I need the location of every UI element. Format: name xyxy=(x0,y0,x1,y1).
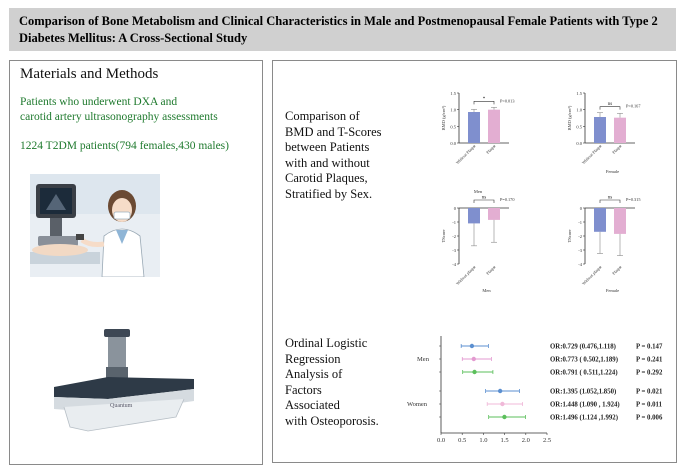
men-tscore-ytick-label: -2 xyxy=(452,234,456,239)
men-tscore-chart xyxy=(441,189,514,293)
forest-xtick-label: 1.5 xyxy=(500,437,509,444)
forest-or-text-6: OR:1.496 (1.124 ,1.992) xyxy=(550,414,618,422)
men-tscore-ytick-label: 0 xyxy=(453,206,456,211)
men-tscore-pvalue: P=0.170 xyxy=(500,197,515,202)
forest-point-6 xyxy=(502,415,506,419)
men-tscore-category-2: Plaque xyxy=(485,264,497,276)
bmd-comparison-text-line-5: Carotid Plaques, xyxy=(285,171,368,185)
regression-text-line-4: Factors xyxy=(285,382,322,397)
men-bmd-chart xyxy=(441,91,514,165)
female-bmd-pvalue: P=0.167 xyxy=(626,103,641,109)
forest-group-women: Women xyxy=(406,401,428,408)
men-tscore-sig-label: ns xyxy=(481,195,487,201)
regression-text-line-2: Regression xyxy=(285,351,341,366)
female-bmd-ylabel: BMD (g/cm²) xyxy=(567,105,572,131)
bmd-comparison-text-line-4: with and without xyxy=(285,155,370,170)
female-tscore-ytick-label: -4 xyxy=(578,262,582,267)
ultrasound-doctor-illustration xyxy=(30,174,160,277)
men-tscore-ytick-label: -4 xyxy=(452,262,456,267)
female-bmd-ytick-label: 1.5 xyxy=(576,91,582,96)
dxa-scanner-illustration xyxy=(48,327,198,437)
forest-xtick-label: 2.5 xyxy=(542,437,552,444)
female-tscore-chart xyxy=(567,196,640,294)
forest-p-text-4: P = 0.021 xyxy=(636,388,663,396)
bmd-comparison-text-line-3: between Patients xyxy=(285,140,370,154)
men-bmd-category-1: Without Plaque xyxy=(454,143,477,166)
forest-xtick-label: 0.5 xyxy=(458,437,467,444)
female-bmd-xlabel: Female xyxy=(605,169,620,174)
female-bmd-ytick-label: 1.0 xyxy=(576,107,582,113)
forest-xtick-label: 2.0 xyxy=(521,437,530,444)
men-bmd-ytick-label: 0.5 xyxy=(450,124,456,130)
female-bmd-ytick-label: 0.5 xyxy=(576,124,582,130)
female-bmd-category-2: Plaque xyxy=(611,143,623,155)
female-tscore-category-2: Plaque xyxy=(611,264,623,276)
bmd-comparison-text-line-6: Stratified by Sex. xyxy=(285,186,373,201)
men-bmd-bar-2 xyxy=(488,110,500,143)
female-tscore-xlabel: Female xyxy=(605,288,620,293)
female-bmd-sig-label: ns xyxy=(607,102,613,108)
results-charts xyxy=(273,61,678,464)
forest-plot xyxy=(407,336,663,444)
female-tscore-ytick-label: -1 xyxy=(578,220,582,225)
results-panel xyxy=(272,60,677,463)
forest-or-text-5: OR:1.448 (1.090 , 1.924) xyxy=(550,401,620,409)
patients-description-line1: Patients who underwent DXA and xyxy=(20,96,178,108)
forest-point-5 xyxy=(500,402,504,406)
men-bmd-ytick-label: 1.5 xyxy=(450,91,456,96)
forest-or-text-3: OR:0.791 ( 0.511,1.224) xyxy=(550,369,618,377)
forest-xtick-label: 0.0 xyxy=(436,437,446,444)
female-tscore-category-1: Without plaque xyxy=(580,264,603,286)
forest-group-men: Men xyxy=(417,356,429,363)
men-bmd-ytick-label: 0.0 xyxy=(450,141,456,146)
men-tscore-bar-1 xyxy=(468,208,480,223)
forest-xtick-label: 1.0 xyxy=(479,437,488,444)
female-tscore-sig-label: ns xyxy=(607,195,613,201)
female-tscore-ytick-label: -3 xyxy=(578,248,582,253)
men-tscore-bar-2 xyxy=(488,208,500,220)
forest-p-text-1: P = 0.147 xyxy=(636,343,663,351)
bmd-comparison-text-line-2: BMD and T-Scores xyxy=(285,124,382,139)
regression-text-line-5: Associated xyxy=(285,398,340,412)
forest-or-text-4: OR:1.395 (1.052,1.850) xyxy=(550,388,617,396)
men-bmd-ylabel: BMD (g/cm²) xyxy=(441,105,446,131)
men-tscore-ytick-label: -1 xyxy=(452,220,456,225)
men-bmd-sig-label: * xyxy=(482,96,486,102)
men-tscore-ylabel: TScore xyxy=(441,229,446,243)
regression-text-line-3: Analysis of xyxy=(285,367,343,381)
female-bmd-bar-2 xyxy=(614,118,626,143)
men-tscore-ytick-label: -3 xyxy=(452,248,456,253)
female-tscore-bar-1 xyxy=(594,208,606,232)
female-tscore-ytick-label: 0 xyxy=(579,206,582,211)
men-tscore-category-1: Without plaque xyxy=(454,264,477,286)
men-tscore-title: Men xyxy=(473,189,483,194)
regression-text-line-1: Ordinal Logistic xyxy=(285,336,368,350)
forest-point-1 xyxy=(470,344,474,348)
poster-title: Comparison of Bone Metabolism and Clinical Characteristics in Male and Postmenopausal Female Patients with Type 2 Diabetes Mellitus: A Cross-Sectional Study xyxy=(9,8,676,51)
bmd-comparison-text-line-1: Comparison of xyxy=(285,109,360,123)
patients-description-line2: carotid artery ultrasonography assessments xyxy=(20,111,218,123)
forest-p-text-5: P = 0.011 xyxy=(636,401,662,409)
forest-p-text-2: P = 0.241 xyxy=(636,356,663,364)
forest-point-3 xyxy=(472,370,476,374)
forest-or-text-1: OR:0.729 (0.476,1.118) xyxy=(550,343,616,351)
forest-or-text-2: OR:0.773 ( 0.502,1.189) xyxy=(550,356,618,364)
men-bmd-category-2: Plaque xyxy=(485,143,497,155)
female-bmd-category-1: Without Plaque xyxy=(580,143,603,166)
men-bmd-bar-1 xyxy=(468,112,480,143)
men-tscore-xlabel: Men xyxy=(482,288,491,293)
forest-point-2 xyxy=(472,357,476,361)
forest-p-text-6: P = 0.006 xyxy=(636,414,663,422)
patient-count: 1224 T2DM patients(794 females,430 males) xyxy=(20,140,229,152)
female-tscore-ytick-label: -2 xyxy=(578,234,582,239)
men-bmd-pvalue: P=0.013 xyxy=(500,98,515,104)
female-tscore-pvalue: P=0.315 xyxy=(626,197,641,202)
female-bmd-ytick-label: 0.0 xyxy=(576,141,582,146)
female-tscore-bar-2 xyxy=(614,208,626,234)
female-bmd-chart xyxy=(567,91,641,174)
methods-heading: Materials and Methods xyxy=(20,66,159,82)
forest-point-4 xyxy=(498,389,502,393)
regression-text-line-6: with Osteoporosis. xyxy=(285,413,379,428)
device-brand-label: Quantum xyxy=(110,403,133,409)
men-bmd-ytick-label: 1.0 xyxy=(450,107,456,113)
female-bmd-bar-1 xyxy=(594,117,606,143)
forest-p-text-3: P = 0.292 xyxy=(636,369,663,377)
materials-methods-panel xyxy=(9,60,263,465)
female-tscore-ylabel: TScore xyxy=(567,229,572,243)
